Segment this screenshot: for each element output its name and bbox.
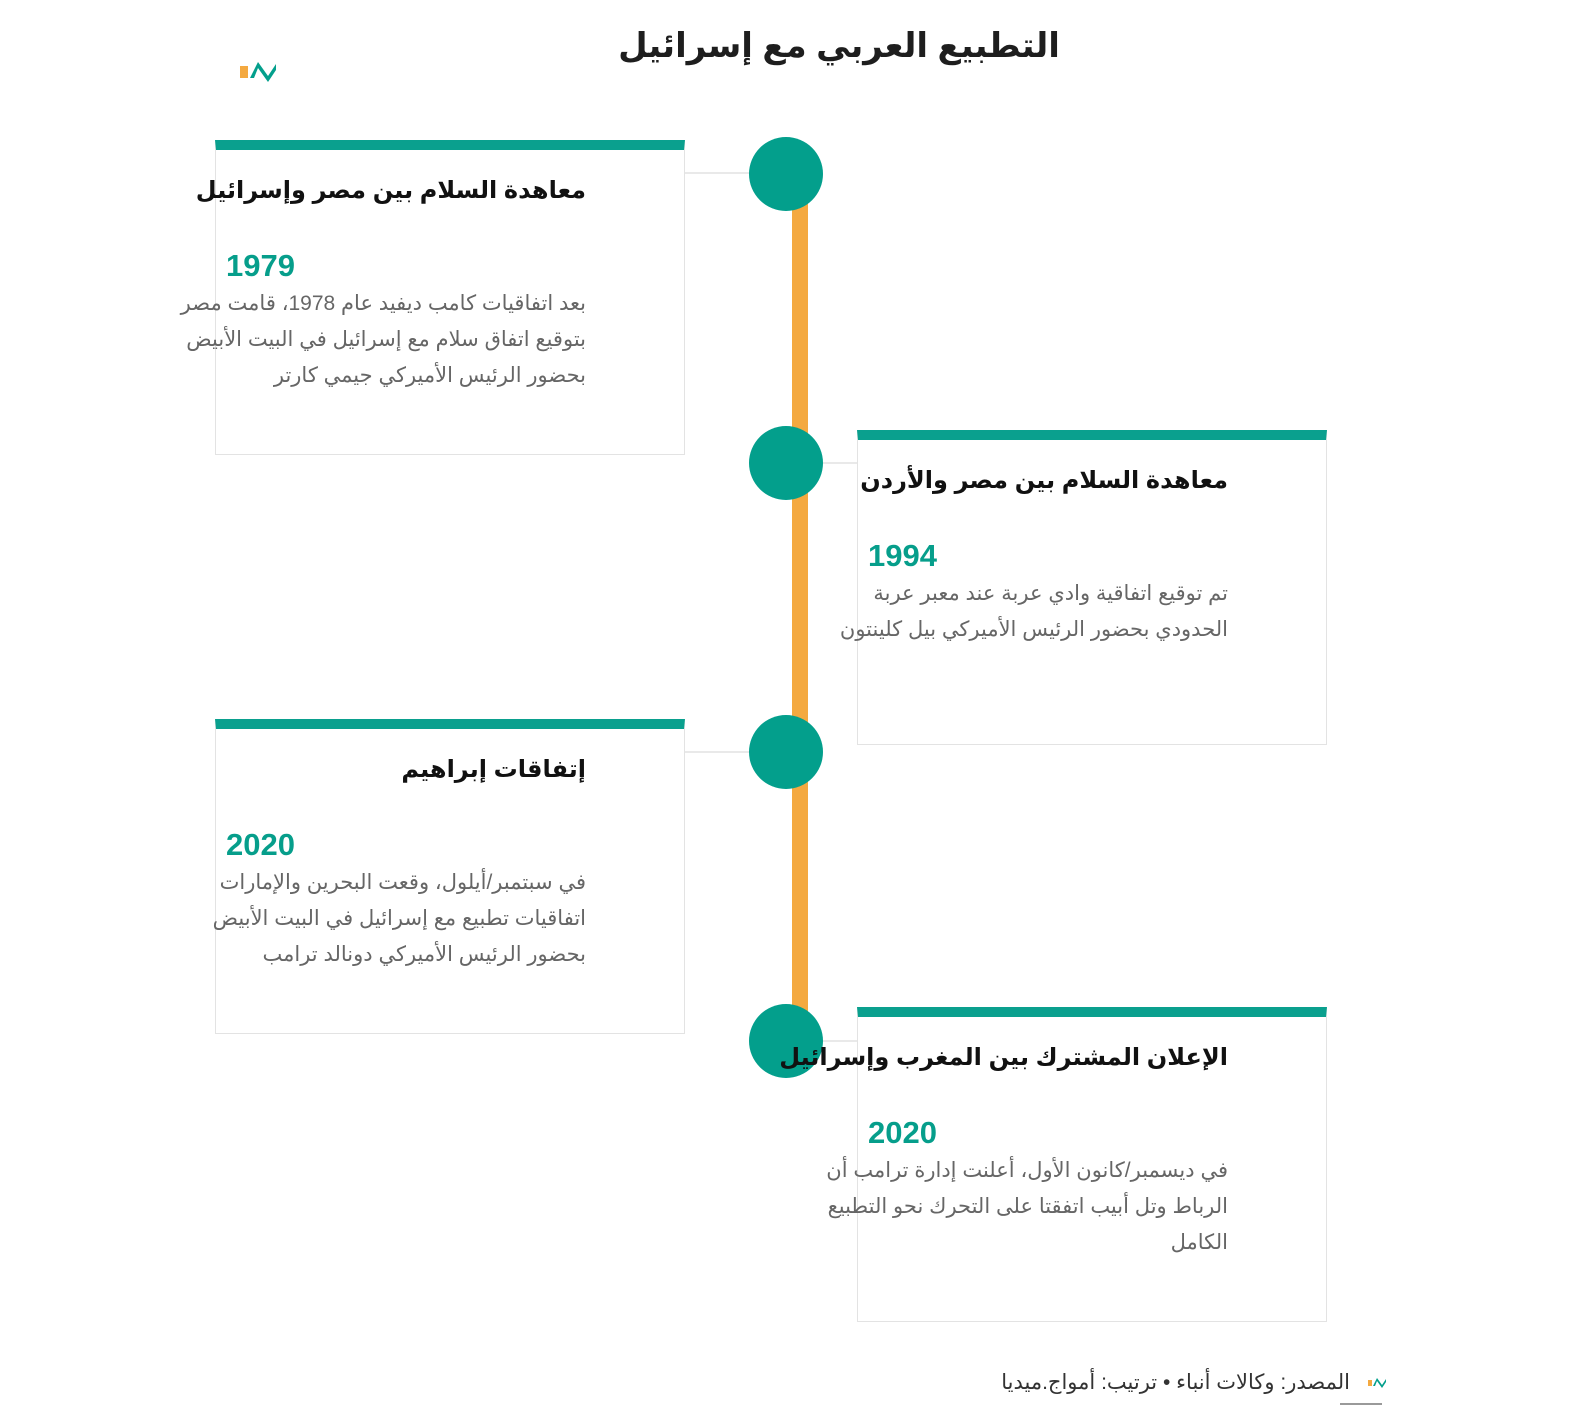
event-title: الإعلان المشترك بين المغرب وإسرائيل [779, 1044, 1228, 1071]
event-description: في ديسمبر/كانون الأول، أعلنت إدارة ترامب أن الرباط وتل أبيب اتفقتا على التحرك نحو التطبيع الكامل [826, 1159, 1228, 1254]
event-card [212, 719, 685, 1034]
timeline-node [749, 426, 823, 500]
timeline-node [749, 137, 823, 211]
brand-logo-icon [240, 58, 284, 86]
event-title: إتفاقات إبراهيم [401, 756, 586, 783]
event-year: 1979 [226, 248, 295, 283]
event-year: 1994 [868, 538, 937, 573]
page-title: التطبيع العربي مع إسرائيل [618, 27, 1060, 65]
event-card [180, 140, 685, 455]
event-description: تم توقيع اتفاقية وادي عربة عند معبر عربة الحدودي بحضور الرئيس الأميركي بيل كلينتون [839, 582, 1228, 641]
brand-small-icon [1368, 1376, 1390, 1390]
event-description: بعد اتفاقيات كامب ديفيد عام 1978، قامت مصر بتوقيع اتفاق سلام مع إسرائيل في البيت الأبيض بحضور الرئيس الأميركي جيمي كارتر [180, 292, 586, 387]
timeline-line [792, 175, 808, 1045]
event-card [839, 430, 1327, 745]
event-year: 2020 [868, 1115, 937, 1150]
event-description: في سبتمبر/أيلول، وقعت البحرين والإمارات اتفاقيات تطبيع مع إسرائيل في البيت الأبيض بحضور الرئيس الأميركي دونالد ترامب [212, 871, 586, 966]
source-text: المصدر: وكالات أنباء • ترتيب: أمواج.ميديا [1001, 1371, 1350, 1394]
event-title: معاهدة السلام بين مصر وإسرائيل [195, 177, 586, 204]
source-footer [1001, 1370, 1390, 1395]
event-title: معاهدة السلام بين مصر والأردن [860, 467, 1228, 494]
footer-divider [1340, 1403, 1382, 1405]
event-card [779, 1007, 1327, 1322]
event-year: 2020 [226, 827, 295, 862]
timeline-node [749, 715, 823, 789]
